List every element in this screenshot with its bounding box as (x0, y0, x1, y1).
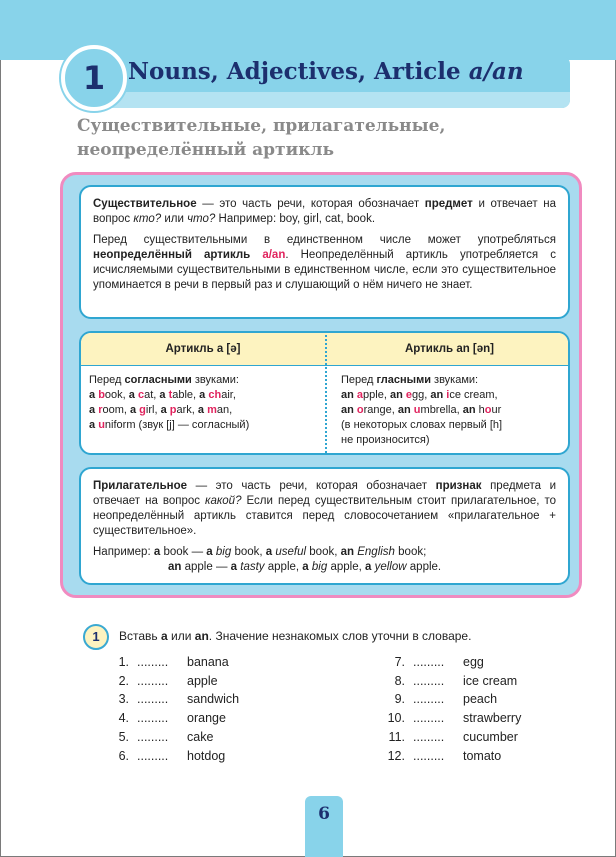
exercise-item (105, 655, 229, 669)
unit-number: 1 (82, 59, 106, 97)
exercise-item-number: 8. (394, 673, 405, 688)
exercise-item (381, 674, 517, 688)
exercise-item-number: 10. (387, 711, 405, 726)
article-usage-text: Перед существительными в единственном числе может употребляться неопределённый артикль a/an. Неопределённый артикль употребляется с исчисляемыми существительными в единственном числе, если это существительное упоминается в речи в первый раз и слушающий о нём ничего не знает. (93, 234, 556, 291)
exercise-item-blank: ......... (137, 692, 169, 707)
exercise-item-number: 9. (394, 692, 405, 707)
exercise-item-word: cucumber (463, 729, 518, 744)
noun-definition: Существительное — это часть речи, которая обозначает предмет и отвечает на вопрос кто? или что? Например: boy, girl, cat, book. (93, 198, 556, 225)
exercise-item (105, 674, 218, 688)
exercise-item-blank: ......... (137, 711, 169, 726)
exercise-item (105, 692, 239, 706)
article-a-intro: Перед согласными звуками: (89, 374, 239, 386)
exercise-item (381, 711, 521, 725)
adjective-definition: Прилагательное — это часть речи, которая обозначает признак предмета и отвечает на вопрос какой? Если перед существительным стоит прилагательное, то неопределённый артикль ставится перед словосочетанием «прилагательное + существительное». (93, 480, 556, 537)
article-a-header: Артикль a [ə] (165, 343, 241, 355)
article-an-examples-2: an orange, an umbrella, an hour (341, 404, 502, 416)
exercise-item-blank: ......... (413, 711, 445, 726)
exercise-item-word: strawberry (463, 711, 522, 726)
article-an-note-2: не произносится) (341, 434, 430, 446)
exercise-item-word: peach (463, 692, 498, 707)
exercise-item-word: cake (187, 729, 214, 744)
exercise-item (381, 692, 497, 706)
article-an-header: Артикль an [ən] (404, 343, 495, 355)
exercise-item-number: 12. (387, 748, 405, 763)
exercise-item-number: 5. (118, 729, 129, 744)
exercise-item-blank: ......... (137, 729, 169, 744)
article-an-intro: Перед гласными звуками: (341, 374, 479, 386)
exercise-item-word: ice cream (463, 673, 518, 688)
article-table-box (79, 331, 570, 455)
unit-number-badge (61, 45, 127, 111)
exercise-item-word: tomato (463, 748, 502, 763)
page-number-tab (305, 796, 343, 857)
page-number: 6 (318, 804, 330, 824)
unit-title-article: a/an (468, 58, 524, 85)
unit-title: Nouns, Adjectives, Article a/an (128, 58, 524, 85)
exercise-item-word: sandwich (187, 692, 240, 707)
exercise-item-blank: ......... (413, 673, 445, 688)
exercise-item (381, 749, 501, 763)
exercise-item-blank: ......... (137, 655, 169, 669)
subtitle (77, 114, 445, 162)
exercise-item-number: 11. (388, 729, 405, 744)
exercise-item-blank: ......... (413, 729, 445, 744)
exercise-item-number: 4. (118, 711, 129, 726)
exercise-item (381, 730, 518, 744)
article-an-examples-1: an apple, an egg, an ice cream, (341, 389, 498, 401)
exercise-item (105, 749, 225, 763)
subtitle-line-1: Существительные, прилагательные, (77, 116, 446, 136)
article-an-column (341, 373, 565, 448)
exercise-item (105, 730, 213, 744)
article-an-note-1: (в некоторых словах первый [h] (341, 419, 503, 431)
exercise-item (105, 711, 226, 725)
exercise-item-blank: ......... (413, 692, 445, 707)
article-a-examples-3: a uniform (звук [j] — согласный) (89, 419, 250, 431)
exercise-item-word: egg (463, 655, 484, 669)
exercise-item-number: 1. (118, 655, 129, 669)
adjective-examples: Например: a book — a big book, a useful book, an English book; an apple — a tasty apple, a big apple, a yellow apple. (93, 546, 442, 573)
exercise-item-blank: ......... (413, 748, 445, 763)
exercise-item-word: orange (187, 711, 226, 726)
exercise-item-number: 3. (118, 692, 129, 707)
exercise-item-word: banana (187, 655, 229, 669)
exercise-number-badge: 1 (83, 624, 109, 650)
exercise-item-blank: ......... (137, 748, 169, 763)
exercise-item-word: hotdog (187, 748, 226, 763)
exercise-instruction: Вставь a или an. Значение незнакомых слов уточни в словаре. (119, 629, 472, 643)
exercise-item-number: 2. (118, 673, 129, 688)
article-a-examples-2: a room, a girl, a park, a man, (89, 404, 233, 416)
article-a-examples-1: a book, a cat, a table, a chair, (89, 389, 236, 401)
adjective-definition-box (79, 467, 570, 585)
subtitle-line-2: неопределённый артикль (77, 140, 334, 160)
exercise-item (381, 655, 484, 669)
exercise-item-blank: ......... (413, 655, 445, 669)
column-divider (325, 335, 327, 453)
article-a-column (89, 373, 321, 433)
exercise-item-blank: ......... (137, 673, 169, 688)
noun-definition-box (79, 185, 570, 319)
exercise-item-word: apple (187, 673, 218, 688)
exercise-item-number: 7. (394, 655, 405, 669)
exercise-item-number: 6. (118, 748, 129, 763)
